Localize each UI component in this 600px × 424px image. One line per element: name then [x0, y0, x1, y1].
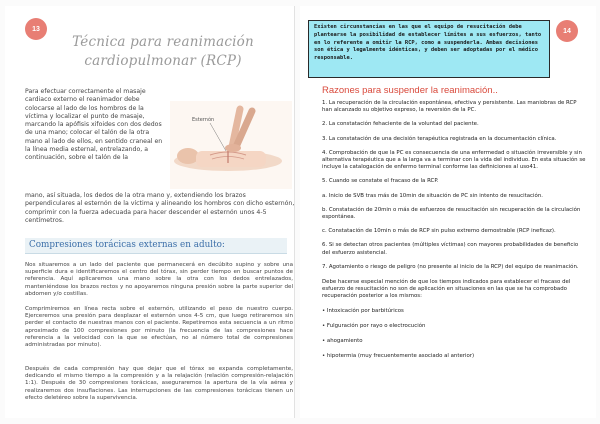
page-number-right: 14 [556, 20, 578, 42]
reason-item: 4. Comprobación de que la PC es consecuencia de una enfermedad o situación irreversible y sin alternativa terapéutica que a la larga va a terminar con la vida del individuo. En esta situación se incluye la catalogación de enfermo terminal conforme las definiciones al uso41. [322, 149, 586, 171]
intro-text: Para efectuar correctamente el masaje cardiaco externo el reanimador debe colocarse al lado de los hombros de la víctima y localizar el punto de masaje, marcando la apófisis xifoides con dos dedos de una mano; colocar el talón de la otra mano al lado de ellos, en sentido craneal en la línea media esternal, entrelazando, a continuación, sobre el talón de la [25, 88, 163, 162]
closing-note: Debe hacerse especial mención de que los tiempos indicados para establecer el fracaso del esfuerzo de resucitación no son de aplicación en situaciones en las que se ha comprobado recuperación posterior a los mismos: [322, 279, 571, 300]
cpr-illustration [170, 101, 292, 189]
page-number-left: 13 [25, 18, 47, 40]
bullet-item: • Fulguración por rayo o electrocución [322, 322, 426, 329]
info-box: Existen circunstancias en las que el equipo de resucitación debe plantearse la posibilidad de establecer límites a sus esfuerzos, tanto en lo referente a omitir la RCP, como a suspenderla. Ambas decisiones son ética y legalmente idénticas, y deben ser adoptadas por el médico responsable. [308, 20, 550, 78]
section-heading: Compresiones torácicas externas en adulto: [25, 238, 287, 254]
page-title: Técnica para reanimación cardiopulmonar (RCP) [72, 34, 254, 69]
reason-item: 1. La recuperación de la circulación espontánea, efectiva y persistente. Las maniobras de RCP han alcanzado su objetivo expreso, la reversión de la PC. [322, 100, 577, 114]
reason-item: 7. Agotamiento o riesgo de peligro (no presente al inicio de la RCP) del equipo de reanimación. [322, 263, 579, 270]
reason-item: 6. Si se detectan otros pacientes (múltiples víctimas) con mayores probabilidades de beneficio del esfuerzo asistencial. [322, 242, 579, 256]
reason-item: c. Constatación de 10min o más de RCP sin pulso extremo demostrable (RCP ineficaz). [322, 228, 556, 235]
paragraph: Nos situaremos a un lado del paciente que permanecerá en decúbito supino y sobre una superficie dura e identificaremos el centro del tórax, sin perder tiempo en buscar puntos de referencia. Aquí aplicaremos una mano sobre la otra con los dedos entrelazados, manteniéndose los brazos rectos y no apoyaremos ninguna presión sobre la parte superior del abdomen y/o costillas. [25, 262, 293, 297]
illustration-label: Esternón [192, 117, 215, 123]
paragraph: Después de cada compresión hay que dejar que el tórax se expanda completamente, dedicando el mismo tiempo a la compresión y a la relajación (relación compresión-relajación 1:1). Después de 30 compresiones torácicas, aseguraremos la apertura de la vía aérea y realizaremos dos insuflaciones. Las interrupciones de las compresiones torácicas tienen un efecto deletéreo sobre la supervivencia. [25, 366, 293, 401]
bullet-item: • ahogamiento [322, 337, 363, 344]
reason-item: 5. Cuando se constate el fracaso de la RCP. [322, 178, 439, 185]
reasons-list [322, 100, 588, 368]
intro-continuation: mano, así situada, los dedos de la otra mano y, extendiendo los brazos perpendiculares al esternón de la víctima y alineando los hombros con dicho esternón, comprimir con la fuerza adecuada para hacer descender el esternón unos 4-5 centímetros. [25, 192, 295, 224]
left-page [5, 6, 295, 418]
paragraph: Comprimiremos en línea recta sobre el esternón, utilizando el peso de nuestro cuerpo. Ejerceremos una presión para desplazar el esternón unos 4-5 cm, que luego retiraremos sin perder el contacto de nuestras manos con el paciente. Repetiremos esta secuencia a un ritmo aproximado de 100 compresiones por minuto (la frecuencia de las compresiones hace referencia a la velocidad con la que se efectúan, no al número total de compresiones administradas por minuto). [25, 306, 293, 349]
reason-item: 2. La constatación fehaciente de la voluntad del paciente. [322, 121, 479, 128]
reason-item: a. Inicio de SVB tras más de 10min de situación de PC sin intento de resucitación. [322, 192, 543, 199]
reasons-heading: Razones para suspender la reanimación.. [322, 85, 498, 96]
reason-item: 3. La constatación de una decisión terapéutica registrada en la documentación clínica. [322, 135, 557, 142]
right-page [300, 6, 596, 418]
reason-item: b. Constatación de 20min o más de esfuerzos de resucitación sin recuperación de la circulación espontánea. [322, 206, 581, 221]
bullet-item: • hipotermia (muy frecuentemente asociado al anterior) [322, 352, 475, 359]
bullet-item: • Intoxicación por barbitúricos [322, 307, 404, 314]
